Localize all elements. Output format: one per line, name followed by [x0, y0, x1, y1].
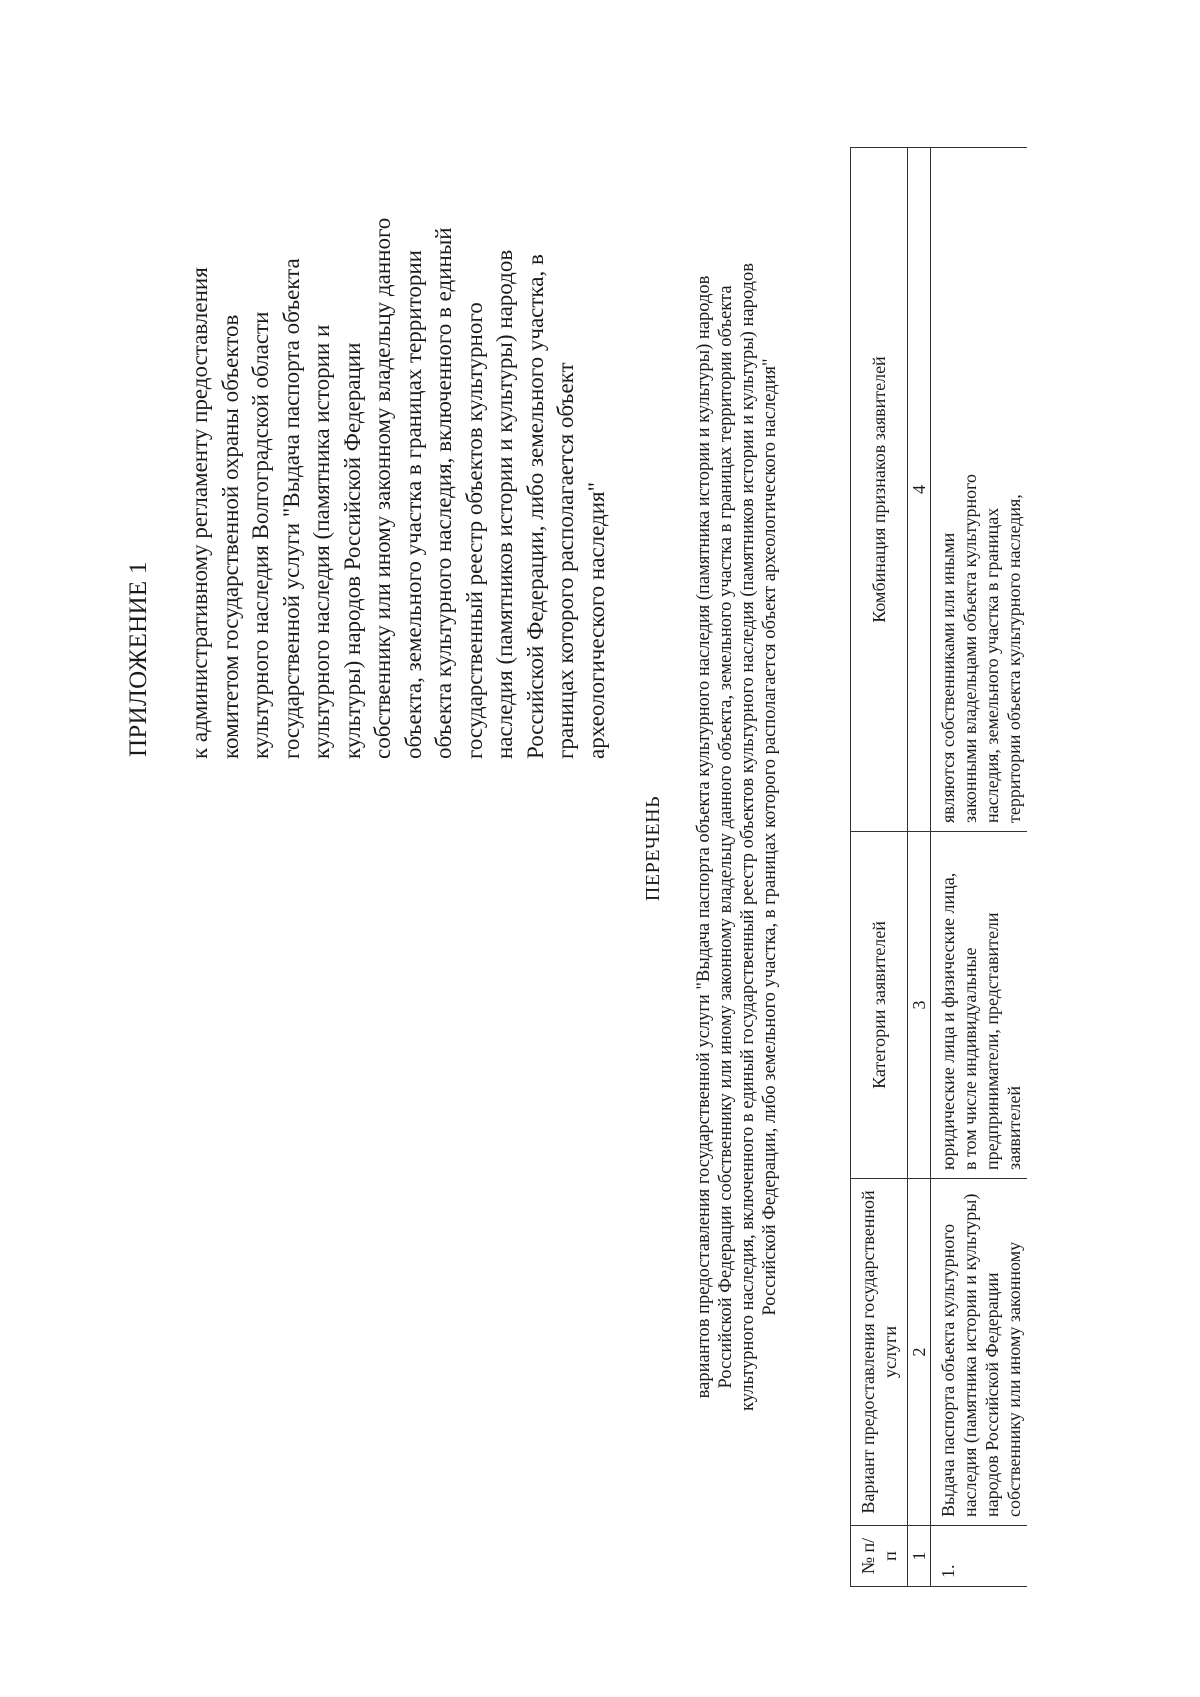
table-header-row: [851, 148, 908, 1587]
appendix-line: культуры) народов Российской Федерации: [339, 342, 365, 759]
appendix-line: государственной услуги "Выдача паспорта объекта: [278, 258, 304, 759]
row-category-line: предприниматели, представители: [982, 912, 1002, 1170]
list-description-line: Российской Федерации собственнику или иному законному владельцу данного объекта, земельного участка в границах территории объекта: [716, 285, 736, 1389]
row-combination-line: наследия, земельного участка в границах: [982, 507, 1002, 823]
appendix-title: ПРИЛОЖЕНИЕ 1: [125, 561, 152, 757]
row-combination-line: являются собственниками или иными: [938, 532, 958, 823]
header-variant: Вариант предоставления государственной услуги: [851, 1179, 908, 1526]
column-number: 2: [908, 1179, 931, 1526]
column-number: 3: [908, 832, 931, 1179]
appendix-line: комитетом государственной охраны объектов: [217, 314, 243, 759]
header-num: № п/п: [851, 1526, 908, 1587]
header-category: Категории заявителей: [851, 832, 908, 1179]
appendix-line: археологического наследия": [583, 481, 609, 759]
list-description-line: Российской Федерации, либо земельного участка, в границах которого располагается объект археологического наследия": [760, 358, 780, 1316]
appendix-line: объекта, земельного участка в границах территории: [400, 250, 426, 759]
row-category-line: заявителей: [1004, 1086, 1024, 1170]
column-number: 4: [908, 148, 931, 832]
appendix-line: государственный реестр объектов культурного: [461, 302, 487, 759]
table-row: [931, 148, 1028, 1587]
appendix-line: культурного наследия (памятника истории и: [309, 324, 334, 759]
row-variant-line: Выдача паспорта объекта культурного: [938, 1223, 958, 1517]
list-description-line: культурного наследия, включенного в единый государственный реестр объектов культурного наследия (памятников истории и культуры) народов: [738, 263, 758, 1411]
row-num: 1.: [931, 1526, 1028, 1587]
row-variant-line: народов Российской Федерации: [982, 1272, 1002, 1517]
row-category: [931, 832, 1028, 1179]
row-category-line: в том числе индивидуальные: [960, 947, 980, 1170]
row-category-line: юридические лица и физические лица,: [938, 872, 958, 1170]
list-description: [693, 77, 781, 1597]
list-description-line: вариантов предоставления государственной услуги "Выдача паспорта объекта культурного наследия (памятника истории и культуры) народов: [694, 275, 714, 1399]
column-number: 1: [908, 1526, 931, 1587]
appendix-caption: [185, 79, 612, 759]
row-combination-line: территории объекта культурного наследия,: [1004, 494, 1024, 823]
row-variant-line: наследия (памятника истории и культуры): [960, 1193, 980, 1517]
appendix-line: объекта культурного наследия, включенного в единый: [431, 227, 456, 759]
appendix-line: границах которого располагается объект: [553, 362, 578, 759]
appendix-line: Российской Федерации, либо земельного участка, в: [522, 254, 548, 759]
appendix-line: собственнику или иному законному владельцу данного: [370, 217, 395, 759]
row-variant: [931, 1179, 1028, 1526]
row-combination: [931, 148, 1028, 832]
row-combination-line: законными владельцами объекта культурного: [960, 473, 980, 823]
appendix-line: культурного наследия Волгоградской области: [248, 311, 273, 759]
header-combination: Комбинация признаков заявителей: [851, 148, 908, 832]
variants-table: [850, 147, 1027, 1587]
appendix-line: наследия (памятников истории и культуры) народов: [492, 249, 517, 759]
appendix-line: к административному регламенту предоставления: [187, 267, 212, 759]
row-variant-line: собственнику или иному законному: [1004, 1241, 1024, 1517]
list-title: ПЕРЕЧЕНЬ: [642, 795, 664, 902]
table-number-row: [908, 148, 931, 1587]
